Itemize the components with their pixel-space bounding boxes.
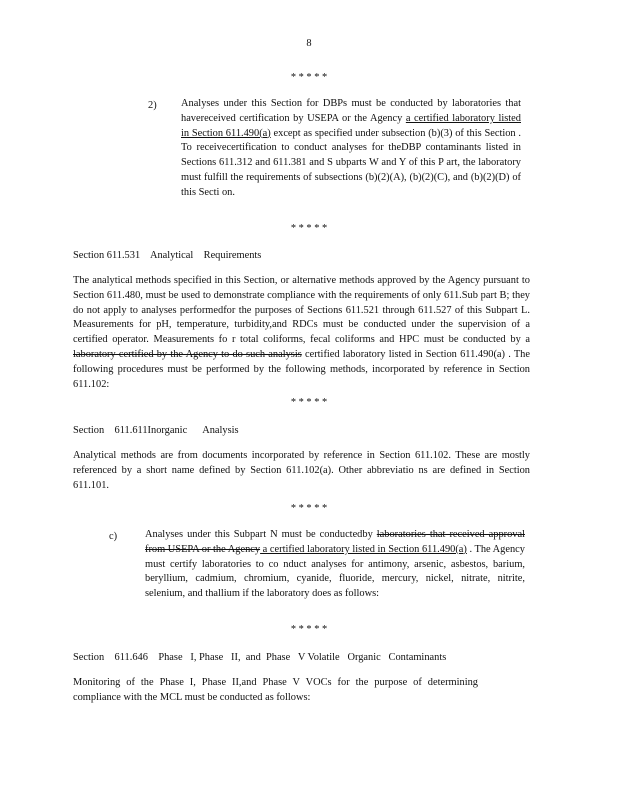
item-c-text-part1: Analyses under this Subpart N must be conductedby: [145, 529, 377, 540]
section-646-body: Monitoring of the Phase I, Phase II,and Phase V VOCs for the purpose of determining compliance with the MCL must be conducted as follows:: [73, 677, 478, 703]
section-646-heading: Section 611.646 Phase I, Phase II, and Phase V Volatile Organic Contaminants: [73, 652, 447, 663]
item-2-text-part1: Analyses under this Section for DBPs must be conducted by laboratories that havereceived certification by USEPA or the Agency: [181, 98, 521, 124]
section-611-body: Analytical methods are from documents incorporated by reference in Section 611.102. These are mostly referenced by a short name defined by Section 611.102(a). Other abbreviatio ns are defined in Section 611.101.: [73, 450, 530, 491]
separator: * * * * *: [290, 624, 328, 635]
item-2-text-part2: except as specified under subsection (b)(3) of this Section . To receivecertification to conduct analyses for theDBP contaminants listed in Sections 611.312 and 611.381 and S ubparts W and Y of this P art, the laboratory must fulfill the requirements of subsections (b)(2)(A), (b)(2)(C), and (b)(2)(D) of this Secti on.: [181, 127, 521, 198]
item-c-text: [145, 528, 525, 602]
section-531-heading: Section 611.531 Analytical Requirements: [73, 250, 262, 261]
section-531-body: [73, 274, 530, 392]
page-number: 8: [306, 38, 312, 49]
separator: * * * * *: [290, 223, 328, 234]
separator: * * * * *: [290, 503, 328, 514]
section-531-struck: laboratory certified by the Agency to do such analysis: [73, 348, 302, 360]
section-611-heading: Section 611.611Inorganic Analysis: [73, 425, 239, 436]
separator: * * * * *: [290, 72, 328, 83]
item-c-marker: c): [109, 531, 118, 542]
item-2-underlined: a certified laboratory listed in Section 611.490(a): [181, 112, 521, 139]
section-531-text-part2: certified laboratory listed in Section 611.490(a) . The following procedures must be performed by the following methods, incorporated by reference in Section 611.102:: [73, 348, 530, 390]
separator: * * * * *: [290, 397, 328, 408]
item-2-text: [181, 97, 521, 201]
item-c-underlined: a certified laboratory listed in Section 611.490(a): [260, 543, 467, 555]
section-531-text-part1: The analytical methods specified in this Section, or alternative methods approved by the Agency pursuant to Section 611.480, must be used to demonstrate compliance with the requirements of only 611.Sub part B; they do not apply to analyses performedfor the purposes of Sections 611.521 through 611.527 of this Subpart L. Measurements for pH, temperature, turbidity,and RDCs must be conducted under the supervision of a certified operator. Measurements fo r total coliforms, fecal coliforms and HPC must be conducted by a: [73, 275, 530, 346]
item-c-struck: laboratories that received approval from USEPA or the Agency: [145, 529, 525, 555]
item-2-marker: 2): [148, 100, 157, 111]
item-c-text-part2: . The Agency must certify laboratories to co nduct analyses for antimony, arsenic, asbestos, barium, beryllium, cadmium, chromium, cyanide, fluoride, mercury, nickel, nitrate, nitrite, selenium, and thallium if the laboratory does as follows:: [145, 543, 525, 600]
